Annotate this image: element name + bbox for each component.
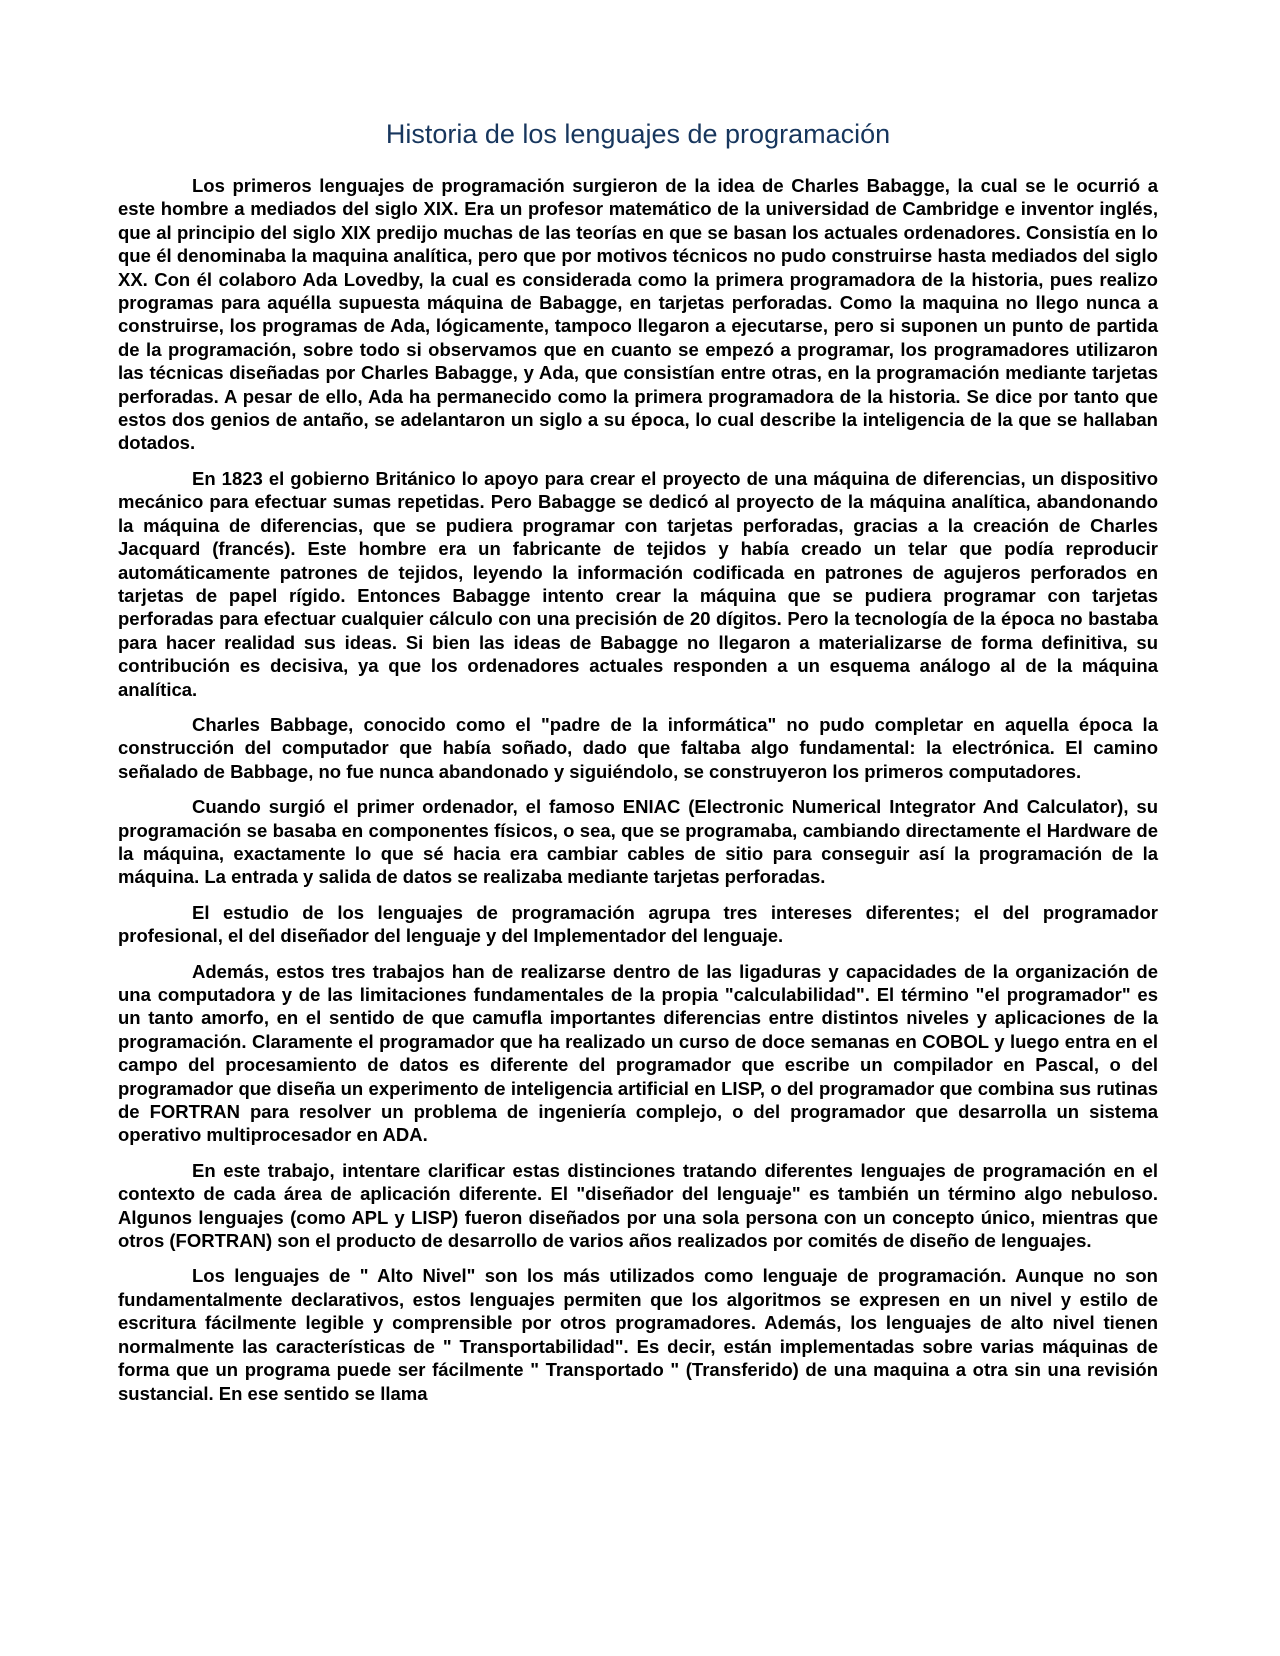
document-page xyxy=(118,0,1158,1417)
paragraph: En este trabajo, intentare clarificar estas distinciones tratando diferentes lenguajes de programación en el contexto de cada área de aplicación diferente. El "diseñador del lenguaje" es también un término algo nebuloso. Algunos lenguajes (como APL y LISP) fueron diseñados por una sola persona con un concepto único, mientras que otros (FORTRAN) son el producto de desarrollo de varios años realizados por comités de diseño de lenguajes. xyxy=(118,1159,1158,1252)
paragraph: En 1823 el gobierno Británico lo apoyo para crear el proyecto de una máquina de diferencias, un dispositivo mecánico para efectuar sumas repetidas. Pero Babagge se dedicó al proyecto de la máquina analítica, abandonando la máquina de diferencias, que se pudiera programar con tarjetas perforadas, gracias a la creación de Charles Jacquard (francés). Este hombre era un fabricante de tejidos y había creado un telar que podía reproducir automáticamente patrones de tejidos, leyendo la información codificada en patrones de agujeros perforados en tarjetas de papel rígido. Entonces Babagge intento crear la máquina que se pudiera programar con tarjetas perforadas para efectuar cualquier cálculo con una precisión de 20 dígitos. Pero la tecnología de la época no bastaba para hacer realidad sus ideas. Si bien las ideas de Babagge no llegaron a materializarse de forma definitiva, su contribución es decisiva, ya que los ordenadores actuales responden a un esquema análogo al de la máquina analítica. xyxy=(118,467,1158,700)
page-title: Historia de los lenguajes de programación xyxy=(385,119,891,149)
document-body xyxy=(118,174,1158,1405)
paragraph: Charles Babbage, conocido como el "padre de la informática" no pudo completar en aquella época la construcción del computador que había soñado, dado que faltaba algo fundamental: la electrónica. El camino señalado de Babbage, no fue nunca abandonado y siguiéndolo, se construyeron los primeros computadores. xyxy=(118,713,1158,782)
paragraph: Los primeros lenguajes de programación surgieron de la idea de Charles Babagge, la cual se le ocurrió a este hombre a mediados del siglo XIX. Era un profesor matemático de la universidad de Cambridge e inventor inglés, que al principio del siglo XIX predijo muchas de las teorías en que se basan los actuales ordenadores. Consistía en lo que él denominaba la maquina analítica, pero que por motivos técnicos no pudo construirse hasta mediados del siglo XX. Con él colaboro Ada Lovedby, la cual es considerada como la primera programadora de la historia, pues realizo programas para aquélla supuesta máquina de Babagge, en tarjetas perforadas. Como la maquina no llego nunca a construirse, los programas de Ada, lógicamente, tampoco llegaron a ejecutarse, pero si suponen un punto de partida de la programación, sobre todo si observamos que en cuanto se empezó a programar, los programadores utilizaron las técnicas diseñadas por Charles Babagge, y Ada, que consistían entre otras, en la programación mediante tarjetas perforadas. A pesar de ello, Ada ha permanecido como la primera programadora de la historia. Se dice por tanto que estos dos genios de antaño, se adelantaron un siglo a su época, lo cual describe la inteligencia de la que se hallaban dotados. xyxy=(118,175,1158,454)
paragraph: El estudio de los lenguajes de programación agrupa tres intereses diferentes; el del programador profesional, el del diseñador del lenguaje y del Implementador del lenguaje. xyxy=(118,901,1158,947)
paragraph: Además, estos tres trabajos han de realizarse dentro de las ligaduras y capacidades de la organización de una computadora y de las limitaciones fundamentales de la propia "calculabilidad". El término "el programador" es un tanto amorfo, en el sentido de que camufla importantes diferencias entre distintos niveles y aplicaciones de la programación. Claramente el programador que ha realizado un curso de doce semanas en COBOL y luego entra en el campo del procesamiento de datos es diferente del programador que escribe un compilador en Pascal, o del programador que diseña un experimento de inteligencia artificial en LISP, o del programador que combina sus rutinas de FORTRAN para resolver un problema de ingeniería complejo, o del programador que desarrolla un sistema operativo multiprocesador en ADA. xyxy=(118,960,1158,1146)
paragraph: Los lenguajes de " Alto Nivel" son los más utilizados como lenguaje de programación. Aunque no son fundamentalmente declarativos, estos lenguajes permiten que los algoritmos se expresen en un nivel y estilo de escritura fácilmente legible y comprensible por otros programadores. Además, los lenguajes de alto nivel tienen normalmente las características de " Transportabilidad". Es decir, están implementadas sobre varias máquinas de forma que un programa puede ser fácilmente " Transportado " (Transferido) de una maquina a otra sin una revisión sustancial. En ese sentido se llama xyxy=(118,1265,1158,1404)
paragraph: Cuando surgió el primer ordenador, el famoso ENIAC (Electronic Numerical Integrator And Calculator), su programación se basaba en componentes físicos, o sea, que se programaba, cambiando directamente el Hardware de la máquina, exactamente lo que sé hacia era cambiar cables de sitio para conseguir así la programación de la máquina. La entrada y salida de datos se realizaba mediante tarjetas perforadas. xyxy=(118,796,1158,888)
